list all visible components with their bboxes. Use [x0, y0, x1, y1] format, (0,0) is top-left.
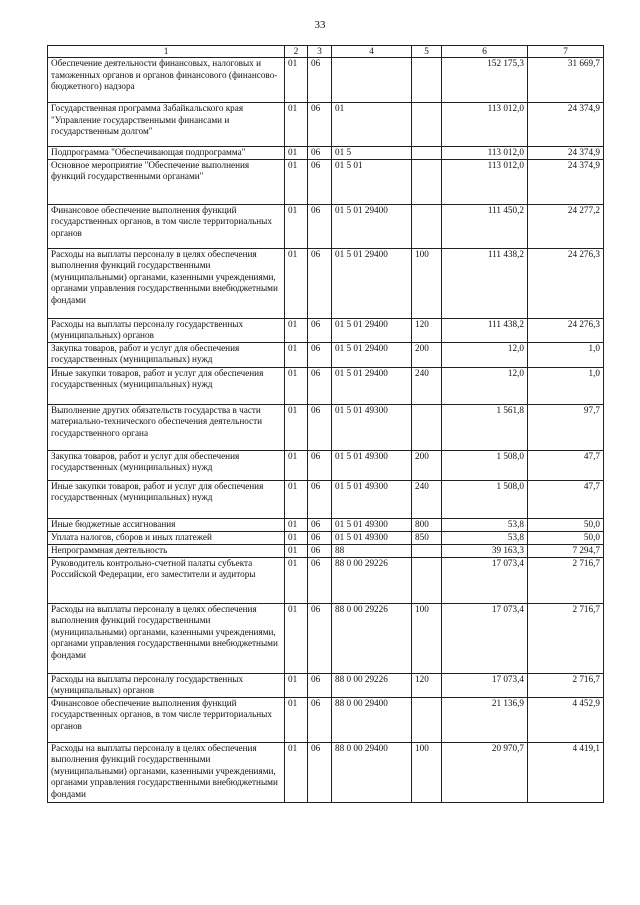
- cell-name: Выполнение других обязательств государства в части материально-технического обеспечения деятельности государственного органа: [48, 404, 285, 450]
- cell-name: Финансовое обеспечение выполнения функций государственных органов, в том числе территориальных органов: [48, 204, 285, 248]
- cell-col-5: 240: [412, 367, 442, 404]
- cell-col-4: 01 5 01 49300: [332, 450, 412, 480]
- cell-col-6: 21 136,9: [442, 697, 528, 742]
- cell-col-2: 01: [285, 318, 308, 342]
- cell-col-6: 111 438,2: [442, 318, 528, 342]
- table-row: [48, 367, 604, 404]
- cell-col-2: 01: [285, 544, 308, 557]
- cell-col-5: 240: [412, 480, 442, 518]
- table-row: [48, 480, 604, 518]
- cell-col-2: 01: [285, 518, 308, 531]
- cell-col-2: 01: [285, 742, 308, 802]
- cell-col-6: 12,0: [442, 342, 528, 367]
- cell-name: Финансовое обеспечение выполнения функций государственных органов, в том числе территориальных органов: [48, 697, 285, 742]
- cell-col-3: 06: [308, 404, 332, 450]
- cell-col-3: 06: [308, 147, 332, 160]
- cell-col-2: 01: [285, 480, 308, 518]
- cell-name: Основное мероприятие "Обеспечение выполнения функций государственными органами": [48, 159, 285, 204]
- cell-col-7: 4 452,9: [528, 697, 604, 742]
- cell-col-4: 88 0 00 29400: [332, 742, 412, 802]
- cell-col-6: 53,8: [442, 531, 528, 544]
- cell-col-6: 1 561,8: [442, 404, 528, 450]
- cell-col-2: 01: [285, 248, 308, 318]
- cell-col-6: 17 073,4: [442, 673, 528, 697]
- cell-col-4: 01 5 01 49300: [332, 404, 412, 450]
- cell-col-6: 17 073,4: [442, 557, 528, 603]
- cell-name: Государственная программа Забайкальского края "Управление государственными финансами и государственным долгом": [48, 103, 285, 147]
- table-row: [48, 742, 604, 802]
- cell-name: Непрограммная деятельность: [48, 544, 285, 557]
- cell-col-4: 01 5 01 49300: [332, 480, 412, 518]
- cell-col-7: 31 669,7: [528, 58, 604, 103]
- cell-col-7: 24 276,3: [528, 318, 604, 342]
- cell-col-4: 01 5 01: [332, 159, 412, 204]
- cell-col-6: 17 073,4: [442, 603, 528, 673]
- table-row: [48, 318, 604, 342]
- cell-col-5: [412, 697, 442, 742]
- cell-col-2: 01: [285, 159, 308, 204]
- cell-col-3: 06: [308, 557, 332, 603]
- cell-col-6: 20 970,7: [442, 742, 528, 802]
- cell-col-2: 01: [285, 404, 308, 450]
- budget-table: [47, 45, 604, 803]
- cell-col-3: 06: [308, 603, 332, 673]
- cell-col-7: 4 419,1: [528, 742, 604, 802]
- cell-col-2: 01: [285, 342, 308, 367]
- cell-col-2: 01: [285, 557, 308, 603]
- table-row: [48, 159, 604, 204]
- cell-name: Закупка товаров, работ и услуг для обеспечения государственных (муниципальных) нужд: [48, 450, 285, 480]
- page-number: 33: [314, 19, 326, 31]
- table-row: [48, 58, 604, 103]
- cell-col-5: 850: [412, 531, 442, 544]
- cell-col-4: 88: [332, 544, 412, 557]
- table-row: [48, 204, 604, 248]
- cell-col-4: 01 5 01 29400: [332, 248, 412, 318]
- cell-col-6: 152 175,3: [442, 58, 528, 103]
- cell-col-7: 1,0: [528, 367, 604, 404]
- cell-col-3: 06: [308, 204, 332, 248]
- header-row: [48, 46, 604, 58]
- cell-col-6: 39 163,3: [442, 544, 528, 557]
- cell-col-2: 01: [285, 603, 308, 673]
- table-row: [48, 544, 604, 557]
- cell-col-3: 06: [308, 480, 332, 518]
- cell-col-4: [332, 58, 412, 103]
- cell-col-5: [412, 557, 442, 603]
- cell-col-5: [412, 204, 442, 248]
- table-body: [48, 58, 604, 803]
- cell-col-3: 06: [308, 673, 332, 697]
- cell-col-5: [412, 103, 442, 147]
- cell-col-7: 47,7: [528, 450, 604, 480]
- cell-col-6: 111 450,2: [442, 204, 528, 248]
- cell-col-2: 01: [285, 697, 308, 742]
- cell-col-7: 1,0: [528, 342, 604, 367]
- header-col-5: 5: [412, 46, 442, 58]
- cell-name: Расходы на выплаты персоналу государственных (муниципальных) органов: [48, 318, 285, 342]
- cell-col-7: 24 374,9: [528, 147, 604, 160]
- cell-col-5: 100: [412, 248, 442, 318]
- header-col-1: 1: [48, 46, 285, 58]
- cell-name: Расходы на выплаты персоналу государственных (муниципальных) органов: [48, 673, 285, 697]
- cell-col-2: 01: [285, 450, 308, 480]
- cell-col-3: 06: [308, 342, 332, 367]
- cell-col-4: 88 0 00 29226: [332, 557, 412, 603]
- cell-col-7: 50,0: [528, 531, 604, 544]
- cell-col-5: 100: [412, 742, 442, 802]
- cell-col-2: 01: [285, 204, 308, 248]
- cell-col-4: 88 0 00 29226: [332, 673, 412, 697]
- cell-col-5: [412, 159, 442, 204]
- cell-col-5: [412, 147, 442, 160]
- cell-col-2: 01: [285, 58, 308, 103]
- cell-col-7: 50,0: [528, 518, 604, 531]
- cell-col-6: 1 508,0: [442, 450, 528, 480]
- cell-col-4: 01 5 01 49300: [332, 531, 412, 544]
- cell-col-3: 06: [308, 742, 332, 802]
- cell-name: Закупка товаров, работ и услуг для обеспечения государственных (муниципальных) нужд: [48, 342, 285, 367]
- table-row: [48, 518, 604, 531]
- cell-col-5: 120: [412, 673, 442, 697]
- cell-col-3: 06: [308, 450, 332, 480]
- cell-col-7: 2 716,7: [528, 603, 604, 673]
- cell-name: Иные закупки товаров, работ и услуг для обеспечения государственных (муниципальных) нужд: [48, 480, 285, 518]
- cell-name: Иные закупки товаров, работ и услуг для обеспечения государственных (муниципальных) нужд: [48, 367, 285, 404]
- cell-col-3: 06: [308, 159, 332, 204]
- cell-col-6: 113 012,0: [442, 147, 528, 160]
- cell-col-6: 113 012,0: [442, 159, 528, 204]
- header-col-3: 3: [308, 46, 332, 58]
- cell-col-3: 06: [308, 697, 332, 742]
- cell-col-4: 88 0 00 29226: [332, 603, 412, 673]
- cell-col-5: 200: [412, 342, 442, 367]
- cell-col-3: 06: [308, 248, 332, 318]
- cell-col-7: 24 277,2: [528, 204, 604, 248]
- cell-name: Расходы на выплаты персоналу в целях обеспечения выполнения функций государственными (муниципальными) органами, казенными учреждениями, органами управления государственными внебюджетными фондами: [48, 248, 285, 318]
- cell-col-4: 01 5 01 29400: [332, 367, 412, 404]
- cell-col-4: 01 5 01 49300: [332, 518, 412, 531]
- table-row: [48, 697, 604, 742]
- table-row: [48, 342, 604, 367]
- cell-name: Руководитель контрольно-счетной палаты субъекта Российской Федерации, его заместители и аудиторы: [48, 557, 285, 603]
- cell-col-7: 24 374,9: [528, 103, 604, 147]
- cell-col-4: 01 5 01 29400: [332, 318, 412, 342]
- table-row: [48, 404, 604, 450]
- cell-col-4: 01 5 01 29400: [332, 204, 412, 248]
- cell-col-2: 01: [285, 147, 308, 160]
- cell-col-5: [412, 58, 442, 103]
- cell-col-3: 06: [308, 518, 332, 531]
- cell-name: Иные бюджетные ассигнования: [48, 518, 285, 531]
- table-row: [48, 248, 604, 318]
- cell-col-4: 01 5 01 29400: [332, 342, 412, 367]
- cell-col-5: [412, 544, 442, 557]
- cell-col-6: 53,8: [442, 518, 528, 531]
- cell-col-5: [412, 404, 442, 450]
- cell-col-5: 120: [412, 318, 442, 342]
- header-col-6: 6: [442, 46, 528, 58]
- table-row: [48, 531, 604, 544]
- cell-col-7: 24 276,3: [528, 248, 604, 318]
- table-row: [48, 450, 604, 480]
- cell-col-6: 113 012,0: [442, 103, 528, 147]
- cell-col-5: 800: [412, 518, 442, 531]
- cell-name: Расходы на выплаты персоналу в целях обеспечения выполнения функций государственными (муниципальными) органами, казенными учреждениями, органами управления государственными внебюджетными фондами: [48, 742, 285, 802]
- cell-name: Обеспечение деятельности финансовых, налоговых и таможенных органов и органов финансового (финансово-бюджетного) надзора: [48, 58, 285, 103]
- cell-col-3: 06: [308, 544, 332, 557]
- cell-col-7: 7 294,7: [528, 544, 604, 557]
- cell-col-7: 2 716,7: [528, 673, 604, 697]
- cell-col-3: 06: [308, 531, 332, 544]
- cell-col-2: 01: [285, 673, 308, 697]
- cell-col-6: 111 438,2: [442, 248, 528, 318]
- table-row: [48, 603, 604, 673]
- cell-col-6: 12,0: [442, 367, 528, 404]
- cell-col-3: 06: [308, 103, 332, 147]
- cell-col-7: 47,7: [528, 480, 604, 518]
- table-row: [48, 673, 604, 697]
- header-col-7: 7: [528, 46, 604, 58]
- cell-col-5: 100: [412, 603, 442, 673]
- cell-name: Подпрограмма "Обеспечивающая подпрограмма": [48, 147, 285, 160]
- cell-col-2: 01: [285, 103, 308, 147]
- cell-col-7: 24 374,9: [528, 159, 604, 204]
- table-row: [48, 103, 604, 147]
- cell-col-4: 01: [332, 103, 412, 147]
- cell-col-3: 06: [308, 318, 332, 342]
- cell-col-3: 06: [308, 58, 332, 103]
- cell-name: Расходы на выплаты персоналу в целях обеспечения выполнения функций государственными (муниципальными) органами, казенными учреждениями, органами управления государственными внебюджетными фондами: [48, 603, 285, 673]
- cell-col-2: 01: [285, 531, 308, 544]
- cell-col-5: 200: [412, 450, 442, 480]
- header-col-2: 2: [285, 46, 308, 58]
- cell-col-4: 88 0 00 29400: [332, 697, 412, 742]
- cell-col-7: 97,7: [528, 404, 604, 450]
- cell-col-7: 2 716,7: [528, 557, 604, 603]
- cell-col-2: 01: [285, 367, 308, 404]
- cell-col-4: 01 5: [332, 147, 412, 160]
- cell-col-3: 06: [308, 367, 332, 404]
- table-row: [48, 557, 604, 603]
- cell-col-6: 1 508,0: [442, 480, 528, 518]
- table-row: [48, 147, 604, 160]
- cell-name: Уплата налогов, сборов и иных платежей: [48, 531, 285, 544]
- header-col-4: 4: [332, 46, 412, 58]
